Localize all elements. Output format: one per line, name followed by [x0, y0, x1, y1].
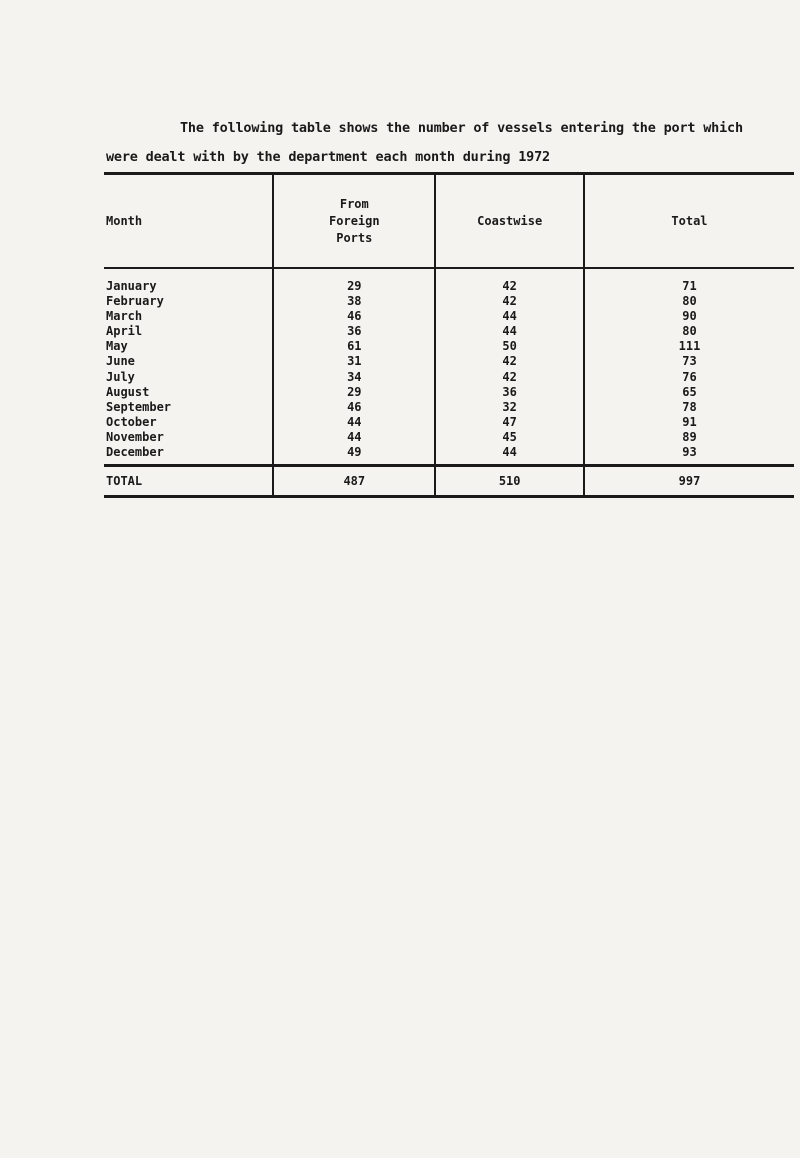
foreign-cell: 31	[273, 354, 435, 369]
vessels-table	[104, 172, 794, 498]
coastwise-cell: 42	[435, 354, 584, 369]
total-cell: 78	[682, 399, 697, 414]
header-foreign-line-2: Foreign	[329, 213, 380, 228]
month-cell: May	[104, 339, 273, 354]
total-cell: 65	[682, 384, 697, 399]
header-foreign-line-1: From	[339, 196, 369, 211]
total-cell: 111	[678, 339, 701, 354]
month-cell: November	[104, 430, 273, 445]
foreign-cell: 29	[273, 385, 435, 400]
total-cell: 80	[682, 324, 697, 339]
table-row	[104, 268, 794, 294]
header-coastwise: Coastwise	[435, 174, 584, 269]
foreign-cell: 46	[273, 309, 435, 324]
coastwise-cell: 32	[435, 400, 584, 415]
totals-foreign: 487	[273, 466, 435, 497]
header-total: Total	[584, 174, 794, 269]
totals-coastwise: 510	[435, 466, 584, 497]
intro-line-1: The following table shows the number of vessels entering the port which	[180, 120, 743, 136]
total-cell: 91	[682, 414, 697, 429]
foreign-cell: 44	[273, 430, 435, 445]
foreign-cell: 61	[273, 339, 435, 354]
coastwise-cell: 45	[435, 430, 584, 445]
foreign-cell: 38	[273, 294, 435, 309]
table-header-row	[104, 174, 794, 269]
header-foreign-line-3: Ports	[336, 230, 373, 245]
intro-text	[106, 114, 790, 172]
coastwise-cell: 36	[435, 385, 584, 400]
coastwise-cell: 50	[435, 339, 584, 354]
total-cell: 71	[682, 279, 697, 293]
foreign-cell: 46	[273, 400, 435, 415]
coastwise-cell: 42	[435, 370, 584, 385]
table-row	[104, 324, 794, 339]
total-cell: 73	[682, 354, 697, 369]
table-row	[104, 294, 794, 309]
coastwise-cell: 44	[435, 309, 584, 324]
total-cell: 80	[682, 294, 697, 309]
month-cell: December	[104, 445, 273, 466]
month-cell: June	[104, 354, 273, 369]
table-row	[104, 415, 794, 430]
month-cell: August	[104, 385, 273, 400]
totals-row	[104, 466, 794, 497]
month-cell: October	[104, 415, 273, 430]
coastwise-cell: 44	[435, 445, 584, 466]
header-foreign-ports	[273, 174, 435, 269]
month-cell: September	[104, 400, 273, 415]
table-body	[104, 268, 794, 466]
month-cell: February	[104, 294, 273, 309]
coastwise-cell: 42	[435, 268, 584, 294]
foreign-cell: 49	[273, 445, 435, 466]
coastwise-cell: 42	[435, 294, 584, 309]
intro-line-2: were dealt with by the department each month during 1972	[106, 149, 550, 165]
coastwise-cell: 47	[435, 415, 584, 430]
table-row	[104, 385, 794, 400]
foreign-cell: 36	[273, 324, 435, 339]
totals-label: TOTAL	[104, 466, 273, 497]
month-cell: January	[104, 268, 273, 294]
table-row	[104, 370, 794, 385]
totals-total: 997	[584, 466, 794, 497]
table-row	[104, 430, 794, 445]
vessels-table-container	[104, 172, 794, 498]
table-row	[104, 400, 794, 415]
coastwise-cell: 44	[435, 324, 584, 339]
table-row	[104, 354, 794, 369]
foreign-cell: 44	[273, 415, 435, 430]
header-month: Month	[104, 174, 273, 269]
total-cell: 89	[682, 429, 697, 444]
month-cell: April	[104, 324, 273, 339]
foreign-cell: 34	[273, 370, 435, 385]
month-cell: July	[104, 370, 273, 385]
table-row	[104, 339, 794, 354]
month-cell: March	[104, 309, 273, 324]
total-cell: 76	[682, 369, 697, 384]
total-cell: 90	[682, 309, 697, 324]
foreign-cell: 29	[273, 268, 435, 294]
table-row	[104, 309, 794, 324]
table-row	[104, 445, 794, 466]
total-cell: 93	[682, 445, 697, 460]
